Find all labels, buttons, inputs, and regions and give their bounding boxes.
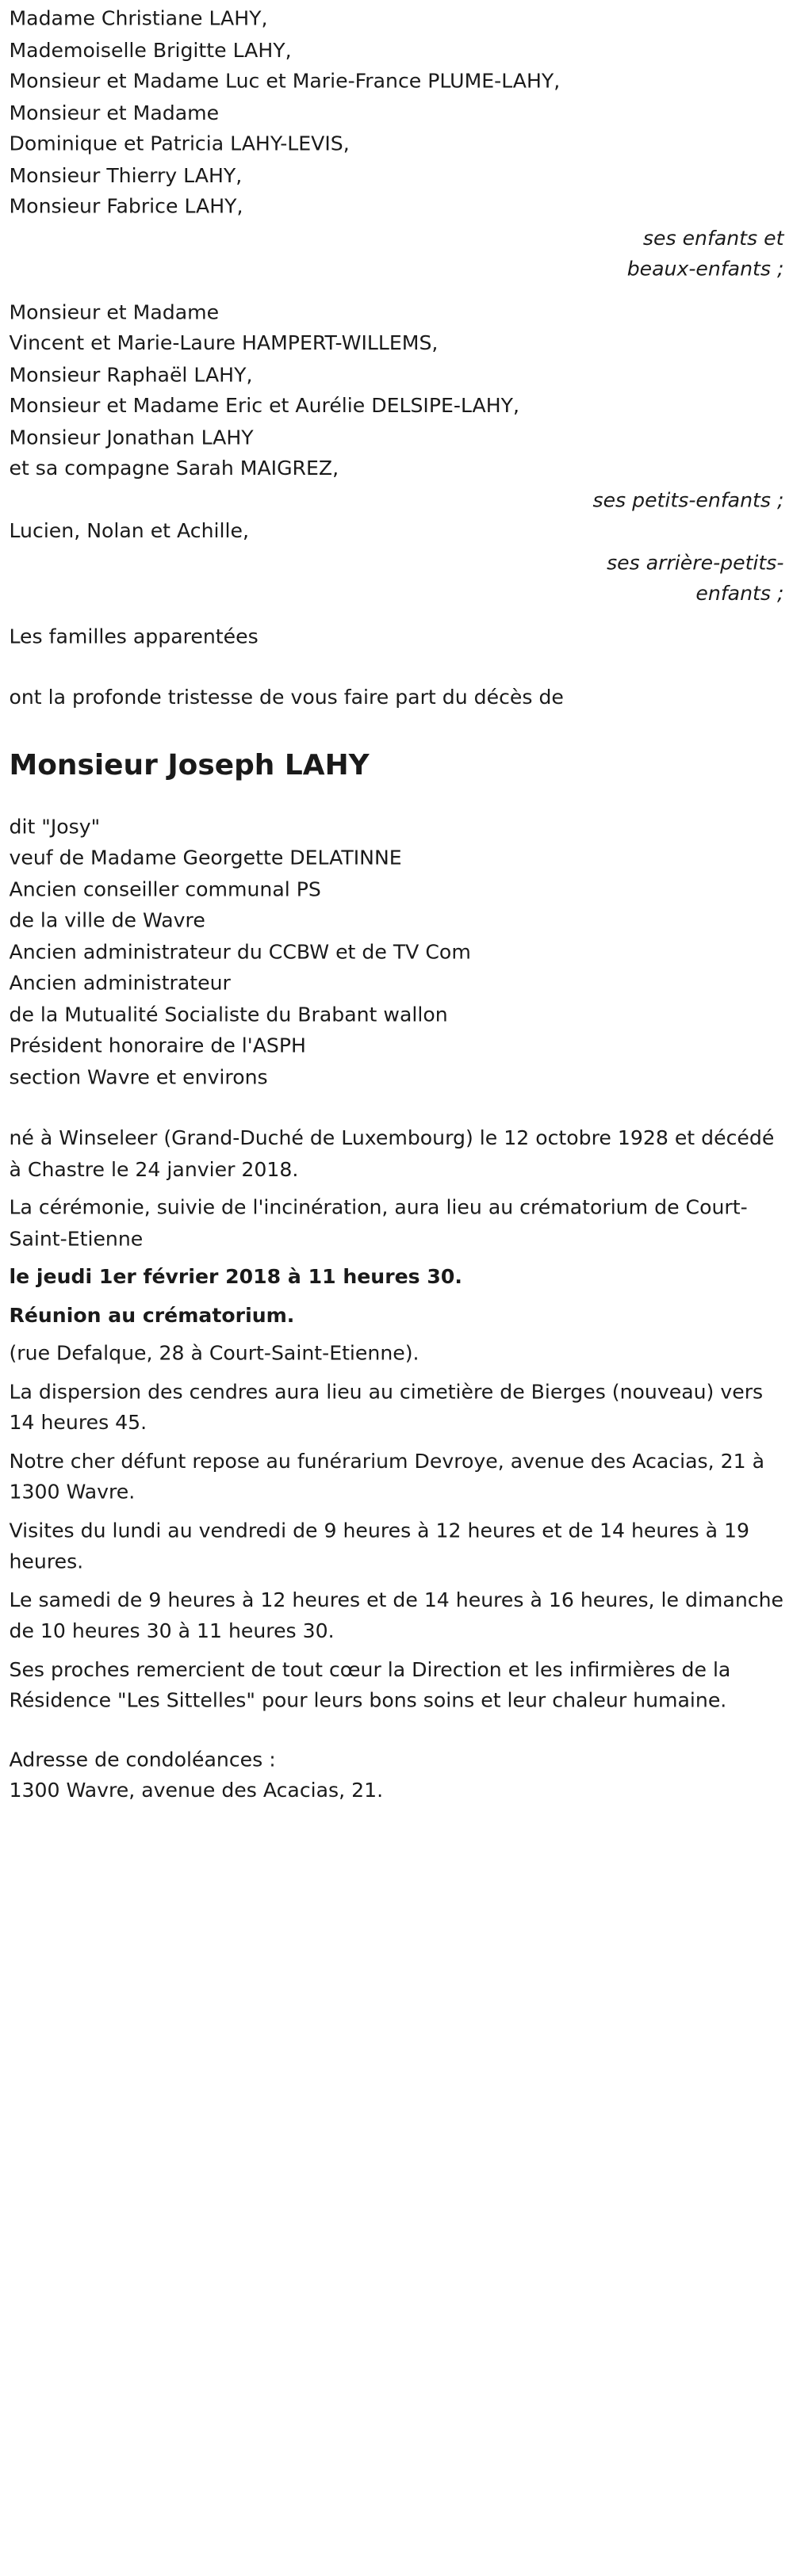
family-member: Mademoiselle Brigitte LAHY,	[9, 39, 292, 63]
family-member: Monsieur et Madame Luc et Marie-France PLUME-LAHY,	[9, 71, 561, 94]
relation-label: beaux-enfants ;	[626, 258, 784, 281]
relation-label: ses enfants et	[642, 227, 784, 250]
dispersion-text: La dispersion des cendres aura lieu au cimetière de Bierges (nouveau) vers 14 heures 45.	[9, 1380, 764, 1435]
family-member: Vincent et Marie-Laure HAMPERT-WILLEMS,	[9, 332, 439, 356]
family-member: Monsieur et Madame Eric et Aurélie DELSIPE-LAHY,	[9, 395, 520, 419]
title-line: section Wavre et environs	[9, 1066, 268, 1090]
title-line: Ancien administrateur du CCBW et de TV Com	[9, 941, 471, 965]
funeral-details	[9, 1124, 792, 1718]
visits-week-text: Visites du lundi au vendredi de 9 heures à 12 heures et de 14 heures à 19 heures.	[9, 1519, 750, 1574]
thanks-text: Ses proches remercient de tout cœur la Direction et les infirmières de la Résidence "Les Sittelles" pour leurs bons soins et leur chaleur humaine.	[9, 1658, 731, 1713]
deceased-titles	[9, 812, 792, 1095]
title-line: Ancien administrateur	[9, 972, 231, 996]
family-member: Madame Christiane LAHY,	[9, 8, 268, 31]
family-member: Monsieur Thierry LAHY,	[9, 164, 243, 188]
crematorium-address: (rue Defalque, 28 à Court-Saint-Etienne).	[9, 1342, 419, 1366]
title-line: dit "Josy"	[9, 816, 101, 839]
announcement-text: ont la profonde tristesse de vous faire part du décès de	[9, 686, 564, 710]
title-line: de la ville de Wavre	[9, 909, 205, 933]
family-member: Monsieur Jonathan LAHY	[9, 426, 254, 449]
grandchildren-names	[9, 298, 792, 486]
family-member: et sa compagne Sarah MAIGREZ,	[9, 457, 339, 481]
title-line: Président honoraire de l'ASPH	[9, 1034, 306, 1058]
relation-label: enfants ;	[695, 583, 784, 606]
condolences-block	[9, 1745, 792, 1808]
funerarium-text: Notre cher défunt repose au funérarium Devroye, avenue des Acacias, 21 à 1300 Wavre.	[9, 1450, 765, 1504]
relation-label: ses petits-enfants ;	[592, 489, 784, 512]
children-names	[9, 5, 792, 224]
family-member: Monsieur Raphaël LAHY,	[9, 364, 253, 387]
deceased-name: Monsieur Joseph LAHY	[9, 747, 370, 781]
ceremony-text: La cérémonie, suivie de l'incinération, aura lieu au crématorium de Court-Saint-Etienne	[9, 1196, 748, 1252]
meeting-text: Réunion au crématorium.	[9, 1304, 295, 1328]
relation-label: ses arrière-petits-	[607, 552, 784, 575]
title-line: veuf de Madame Georgette DELATINNE	[9, 847, 402, 870]
visits-weekend-text: Le samedi de 9 heures à 12 heures et de 14 heures à 16 heures, le dimanche de 10 heures 30 à 11 heures 30.	[9, 1588, 784, 1644]
title-line: Ancien conseiller communal PS	[9, 878, 321, 902]
family-member: Monsieur et Madame	[9, 101, 220, 125]
family-member: Dominique et Patricia LAHY-LEVIS,	[9, 133, 350, 156]
great-grandchildren-names	[9, 517, 792, 548]
family-member: Monsieur Fabrice LAHY,	[9, 196, 243, 219]
family-member: Monsieur et Madame	[9, 301, 220, 324]
grandchildren-relation	[9, 486, 792, 518]
title-line: de la Mutualité Socialiste du Brabant wallon	[9, 1003, 448, 1027]
family-member: Lucien, Nolan et Achille,	[9, 520, 249, 544]
condolences-address: 1300 Wavre, avenue des Acacias, 21.	[9, 1779, 384, 1803]
extended-families: Les familles apparentées	[9, 625, 259, 649]
condolences-label: Adresse de condoléances :	[9, 1749, 276, 1771]
children-relation	[9, 224, 792, 286]
ceremony-date: le jeudi 1er février 2018 à 11 heures 30.	[9, 1266, 462, 1290]
great-grandchildren-relation	[9, 548, 792, 611]
birth-death-text: né à Winseleer (Grand-Duché de Luxembourg) le 12 octobre 1928 et décédé à Chastre le 24 janvier 2018.	[9, 1127, 775, 1182]
